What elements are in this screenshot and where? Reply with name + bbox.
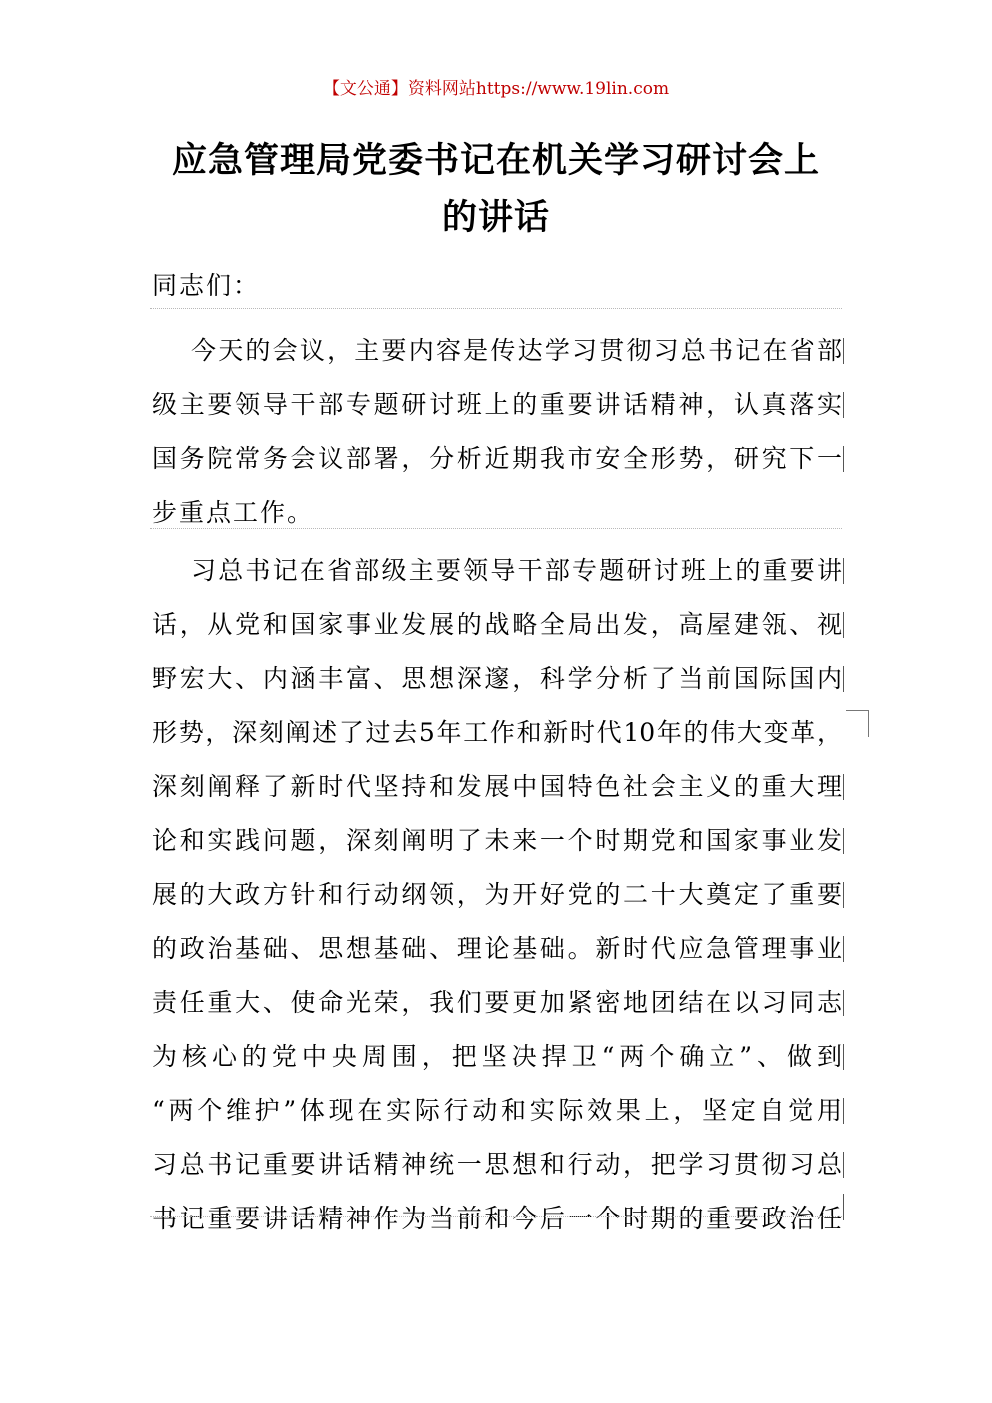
line-end-marker (843, 882, 844, 908)
paragraph-line: “两个维护”体现在实际行动和实际效果上，坚定自觉用 (152, 1096, 842, 1125)
paragraph-line: 为核心的党中央周围，把坚决捍卫“两个确立”、做到 (152, 1042, 842, 1071)
line-end-marker (843, 828, 844, 854)
line-end-marker (843, 774, 844, 800)
line-end-marker (843, 446, 844, 472)
line-end-marker (843, 1194, 844, 1220)
paragraph-line: 习总书记在省部级主要领导干部专题研讨班上的重要讲 (191, 556, 842, 585)
line-end-marker (843, 1044, 844, 1070)
header-site-link[interactable]: 【文公通】资料网站https://www.19lin.com (322, 79, 670, 99)
paragraph-line: 野宏大、内涵丰富、思想深邃，科学分析了当前国际国内 (152, 664, 842, 693)
paragraph-line: 论和实践问题，深刻阐明了未来一个时期党和国家事业发 (152, 826, 842, 855)
paragraph-line: 级主要领导干部专题研讨班上的重要讲话精神，认真落实 (152, 390, 842, 419)
salutation: 同志们： (152, 271, 261, 300)
line-end-marker (843, 936, 844, 962)
paragraph-line: 今天的会议，主要内容是传达学习贯彻习总书记在省部 (191, 336, 842, 365)
overflow-corner-marker (846, 710, 869, 737)
paragraph-line: 习总书记重要讲话精神统一思想和行动，把学习贯彻习总 (152, 1150, 842, 1179)
paragraph-line: 的政治基础、思想基础、理论基础。新时代应急管理事业 (152, 934, 842, 963)
line-end-marker (843, 990, 844, 1016)
paragraph-line: 国务院常务会议部署，分析近期我市安全形势，研究下一 (152, 444, 842, 473)
line-end-marker (843, 392, 844, 418)
page-bottom-rule (150, 1216, 842, 1217)
paragraph-line: 深刻阐释了新时代坚持和发展中国特色社会主义的重大理 (152, 772, 842, 801)
line-end-marker (843, 666, 844, 692)
paragraph-separator (150, 308, 842, 309)
paragraph-line: 展的大政方针和行动纲领，为开好党的二十大奠定了重要 (152, 880, 842, 909)
paragraph-line: 形势，深刻阐述了过去5年工作和新时代10年的伟大变革， (152, 718, 842, 747)
line-end-marker (843, 612, 844, 638)
paragraph-line: 书记重要讲话精神作为当前和今后一个时期的重要政治任 (152, 1204, 842, 1233)
paragraph-line: 话，从党和国家事业发展的战略全局出发，高屋建瓴、视 (152, 610, 842, 639)
line-end-marker (843, 558, 844, 584)
paragraph-separator (150, 528, 842, 529)
line-end-marker (843, 338, 844, 364)
paragraph-line: 步重点工作。 (152, 498, 315, 527)
line-end-marker (843, 1098, 844, 1124)
document-title-line-1: 应急管理局党委书记在机关学习研讨会上 (171, 140, 820, 181)
paragraph-line: 责任重大、使命光荣，我们要更加紧密地团结在以习同志 (152, 988, 842, 1017)
document-title-line-2: 的讲话 (441, 197, 550, 238)
line-end-marker (843, 1152, 844, 1178)
